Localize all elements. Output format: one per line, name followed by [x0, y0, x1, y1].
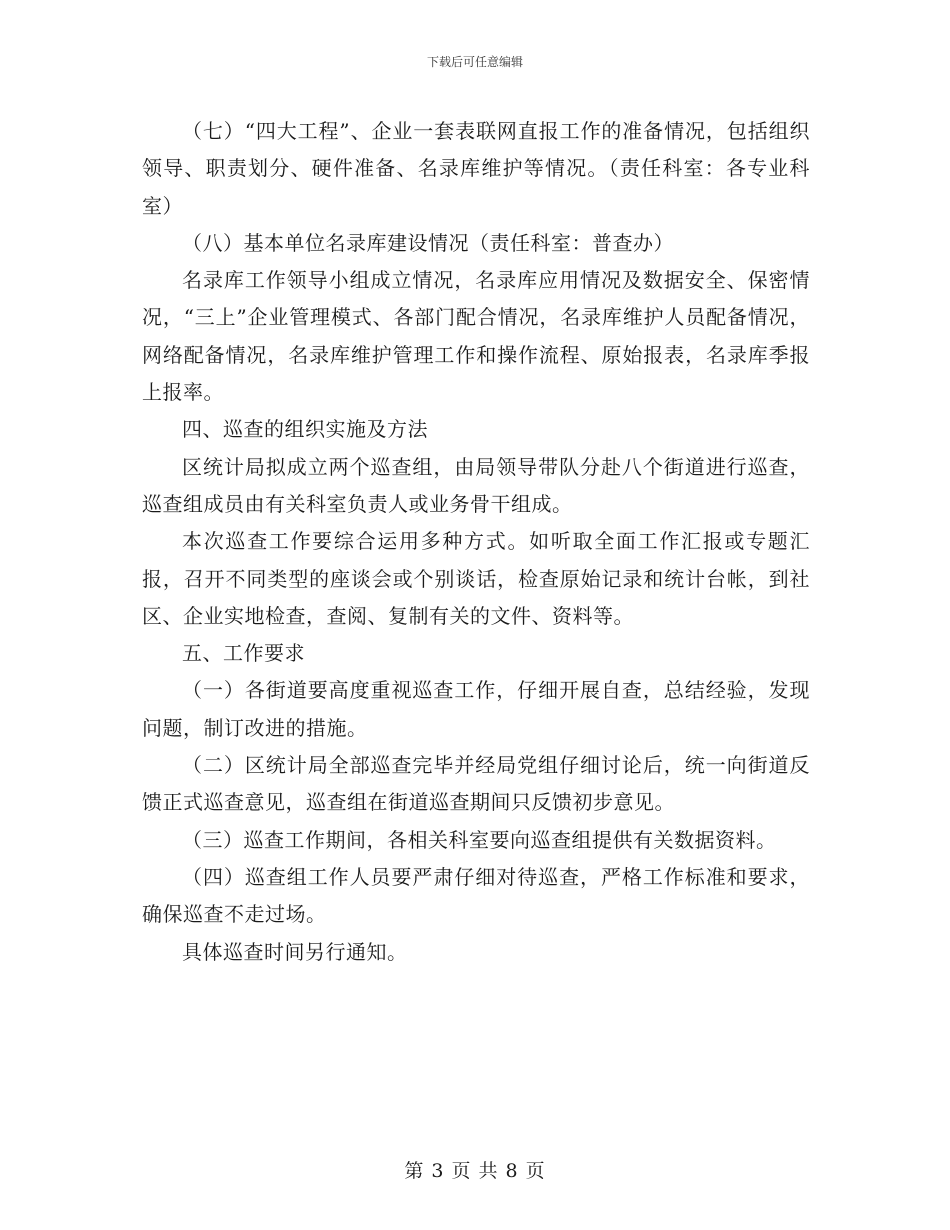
paragraph-requirement-2: （二）区统计局全部巡查完毕并经局党组仔细讨论后，统一向街道反馈正式巡查意见，巡查组在街道巡查期间只反馈初步意见。	[142, 753, 810, 815]
paragraph-registry-details: 名录库工作领导小组成立情况，名录库应用情况及数据安全、保密情况，“三上”企业管理模式、各部门配合情况，名录库维护人员配备情况，网络配备情况，名录库维护管理工作和操作流程、原始报表，名录库季报上报率。	[142, 268, 810, 405]
paragraph-item-8: （八）基本单位名录库建设情况（责任科室：普查办）	[182, 230, 674, 255]
section-heading-5: 五、工作要求	[182, 641, 305, 666]
paragraph-requirement-4: （四）巡查组工作人员要严肃仔细对待巡查，严格工作标准和要求，确保巡查不走过场。	[142, 864, 810, 927]
page-number-footer: 第 3 页 共 8 页	[404, 1160, 546, 1182]
section-heading-4: 四、巡查的组织实施及方法	[182, 417, 428, 442]
document-body	[142, 113, 810, 971]
paragraph-closing-note: 具体巡查时间另行通知。	[182, 939, 408, 964]
paragraph-inspection-methods: 本次巡查工作要综合运用多种方式。如听取全面工作汇报或专题汇报，召开不同类型的座谈会或个别谈话，检查原始记录和统计台帐，到社区、企业实地检查，查阅、复制有关的文件、资料等。	[142, 529, 810, 628]
paragraph-requirement-1: （一）各街道要高度重视巡查工作，仔细开展自查，总结经验，发现问题，制订改进的措施。	[142, 678, 810, 740]
paragraph-item-7: （七）“四大工程”、企业一套表联网直报工作的准备情况，包括组织领导、职责划分、硬件准备、名录库维护等情况。（责任科室：各专业科室）	[142, 119, 810, 218]
page-header: 下载后可任意编辑	[426, 55, 523, 69]
paragraph-inspection-groups: 区统计局拟成立两个巡查组，由局领导带队分赴八个街道进行巡查，巡查组成员由有关科室负责人或业务骨干组成。	[142, 454, 810, 516]
paragraph-requirement-3: （三）巡查工作期间，各相关科室要向巡查组提供有关数据资料。	[182, 827, 777, 852]
